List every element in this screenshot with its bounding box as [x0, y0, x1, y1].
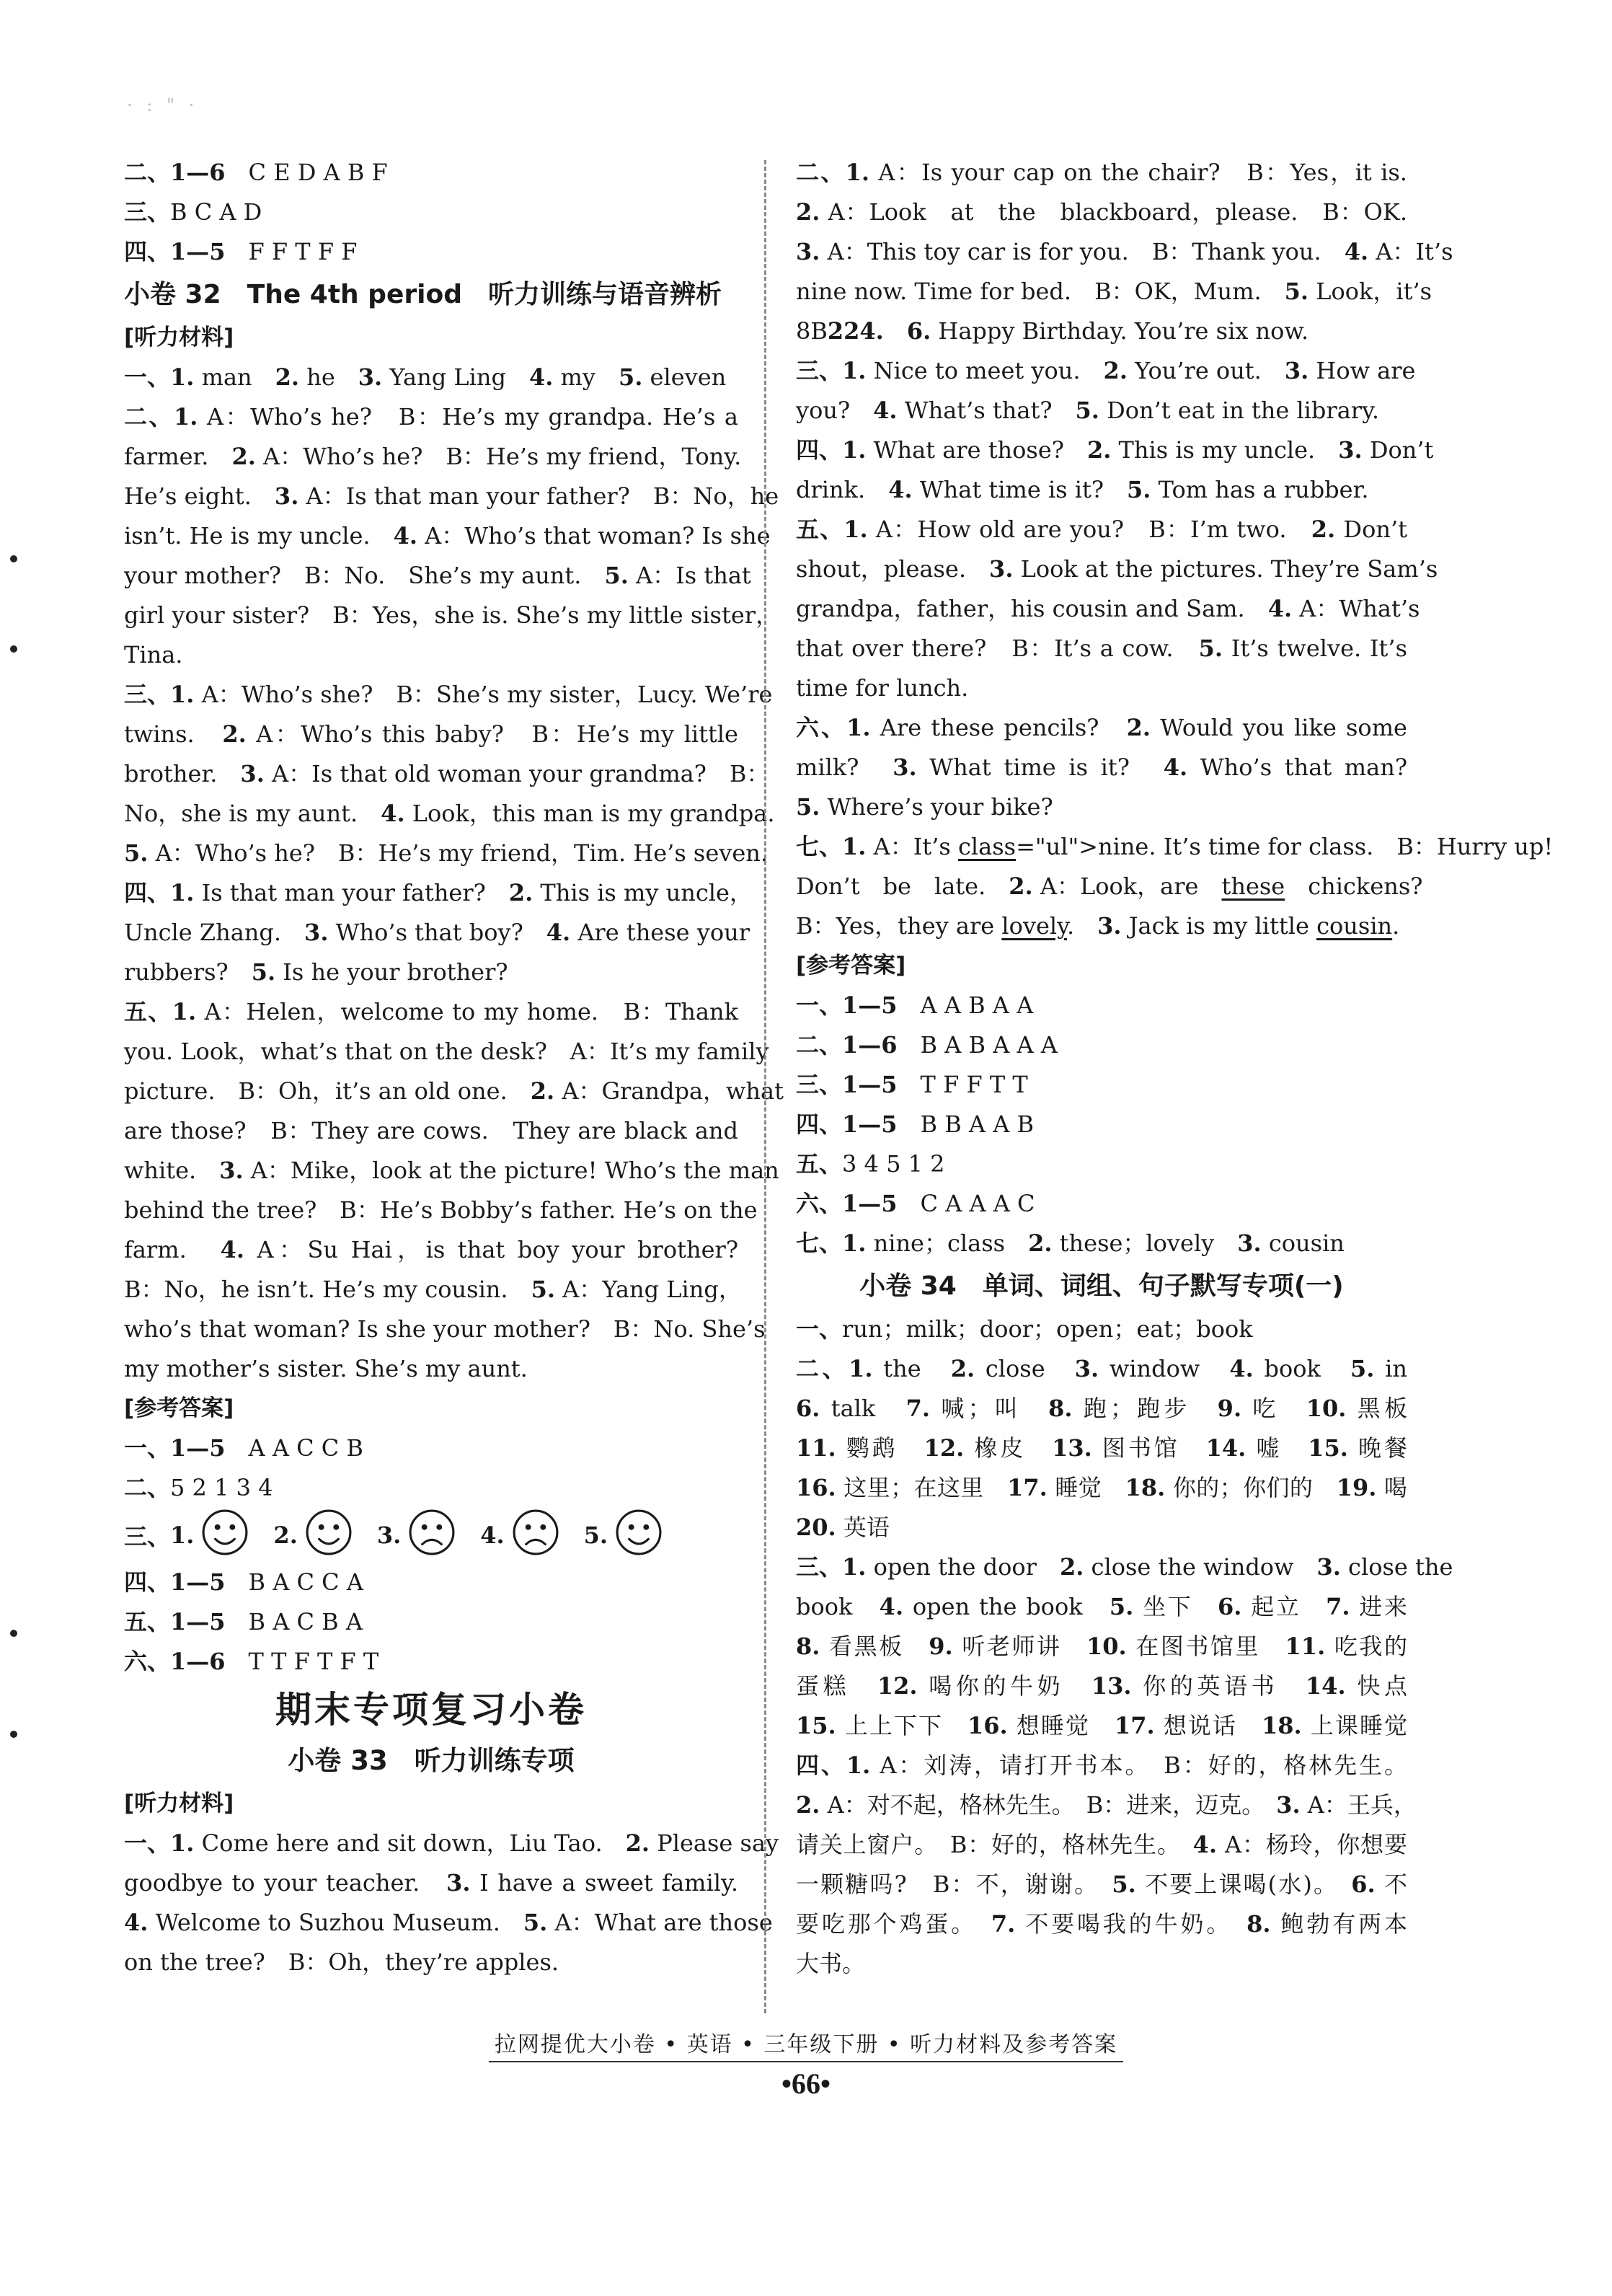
face-number: 3. [376, 1522, 402, 1549]
text-line: 六、1—5 C A A A C [796, 1190, 1035, 1217]
right-column [796, 153, 1554, 1984]
text-line: girl your sister? B：Yes，she is. She’s my little sister， [124, 601, 779, 629]
text-line: 三、1—5 T F F T T [796, 1071, 1028, 1098]
text-line: isn’t. He is my uncle. 4. A：Who’s that woman? Is she [124, 522, 771, 549]
text-line: 二、1—6 C E D A B F [124, 159, 388, 186]
column-divider [764, 160, 766, 2013]
text-line: 四、1—5 B B A A B [796, 1111, 1035, 1138]
face-number: 4. [480, 1522, 505, 1549]
text-line: 请关上窗户。 B：好的，格林先生。 4. A：杨玲，你想要 [796, 1831, 1407, 1858]
text-line: 5. A：Who’s he? B：He’s my friend，Tim. He’s seven. [124, 839, 769, 867]
text-line: 20. 英语 [796, 1514, 890, 1541]
text-line: time for lunch. [796, 674, 969, 702]
text-line: 六、1—6 T T F T F T [124, 1648, 379, 1675]
margin-scribble: · : " · [127, 95, 199, 115]
text-line: behind the tree? B：He’s Bobby’s father. He’s on the [124, 1196, 758, 1224]
text-line: 4. Welcome to Suzhou Museum. 5. A：What are those [124, 1909, 773, 1936]
section-prefix: 三、 [124, 1523, 171, 1550]
binding-mark [10, 1731, 17, 1738]
text-line: Uncle Zhang. 3. Who’s that boy? 4. Are these your [124, 919, 750, 946]
section-title: 小卷 33 听力训练专项 [288, 1745, 575, 1776]
page-number: •66• [781, 2067, 831, 2100]
text-line: are those? B：They are cows. They are black and [124, 1117, 738, 1144]
text-line: shout，please. 3. Look at the pictures. They’re Sam’s [796, 555, 1438, 583]
text-line: 四、1—5 F F T F F [124, 238, 358, 265]
text-line: drink. 4. What time is it? 5. Tom has a rubber. [796, 476, 1369, 503]
text-line: rubbers? 5. Is he your brother? [124, 958, 508, 986]
face-number: 2. [273, 1522, 298, 1549]
section-label: [听力材料] [124, 1791, 234, 1816]
text-line: grandpa，father，his cousin and Sam. 4. A：What’s [796, 595, 1420, 622]
section-label: [参考答案] [796, 953, 906, 979]
text-line: on the tree? B：Oh，they’re apples. [124, 1948, 559, 1976]
text-line: 16. 这里；在这里 17. 睡觉 18. 你的；你们的 19. 喝 [796, 1474, 1407, 1501]
text-line: 四、1. What are those? 2. This is my uncle. 3. Don’t [796, 436, 1434, 464]
text-line: 一、run；milk；door；open；eat；book [796, 1315, 1253, 1343]
text-line: 五、1. A：How old are you? B：I’m two. 2. Don’t [796, 516, 1407, 543]
text-line: 六、1. Are these pencils? 2. Would you like some [796, 714, 1407, 741]
text-line: 三、1. Nice to meet you. 2. You’re out. 3. How are [796, 357, 1416, 384]
text-line: 三、1. A：Who’s she? B：She’s my sister，Lucy. We’re [124, 681, 773, 708]
text-line: 五、1. A：Helen，welcome to my home. B：Thank [124, 998, 738, 1025]
binding-mark [10, 645, 17, 653]
emoji-answer-line [124, 1508, 738, 1563]
text-line: you. Look，what’s that on the desk? A：It’s my family [124, 1038, 769, 1065]
text-line: milk? 3. What time is it? 4. Who’s that man? [796, 754, 1407, 781]
binding-mark [10, 1630, 17, 1637]
text-line: brother. 3. A：Is that old woman your grandma? B： [124, 760, 770, 787]
text-line: 3. A：This toy car is for you. B：Thank you. 4. A：It’s [796, 238, 1453, 265]
text-line: book 4. open the book 5. 坐下 6. 起立 7. 进来 [796, 1593, 1407, 1620]
text-line: 三、B C A D [124, 198, 262, 226]
text-line: farm. 4. A：Su Hai，is that boy your brother? [124, 1236, 738, 1263]
text-line: farmer. 2. A：Who’s he? B：He’s my friend，Tony. [124, 443, 742, 470]
text-line: 二、5 2 1 3 4 [124, 1474, 273, 1501]
text-line: 五、1—5 B A C B A [124, 1608, 363, 1635]
text-line: 11. 鹦鹉 12. 橡皮 13. 图书馆 14. 嘘 15. 晚餐 [796, 1434, 1407, 1462]
sad-face-icon [408, 1509, 456, 1562]
text-line: B：Yes，they are lovely. 3. Jack is my little cousin. [796, 912, 1400, 940]
text-line: 七、1. nine；class 2. these；lovely 3. cousin [796, 1229, 1345, 1257]
text-line: 二、1—6 B A B A A A [796, 1031, 1058, 1059]
text-line: you? 4. What’s that? 5. Don’t eat in the library. [796, 397, 1380, 424]
text-line: who’s that woman? Is she your mother? B：No. She’s [124, 1315, 766, 1343]
section-title: 小卷 34 单词、词组、句子默写专项(一) [859, 1271, 1344, 1301]
text-line: 五、3 4 5 1 2 [796, 1150, 945, 1178]
text-line: 一、1—5 A A B A A [796, 992, 1034, 1019]
smiley-face-icon [305, 1509, 353, 1562]
text-line: Tina. [124, 641, 183, 668]
text-line: 5. Where’s your bike? [796, 793, 1053, 821]
binding-mark [10, 555, 17, 562]
face-number: 5. [583, 1522, 608, 1549]
sad-face-icon [512, 1509, 559, 1562]
text-line: 三、1. open the door 2. close the window 3. close the [796, 1553, 1453, 1581]
text-line: white. 3. A：Mike，look at the picture! Who’s the man [124, 1157, 779, 1184]
text-line: your mother? B：No. She’s my aunt. 5. A：Is that [124, 562, 751, 589]
face-answer [480, 1509, 559, 1562]
text-line: 四、1. A：刘涛，请打开书本。 B：好的，格林先生。 [796, 1752, 1407, 1779]
text-line: 蛋糕 12. 喝你的牛奶 13. 你的英语书 14. 快点 [796, 1672, 1407, 1700]
face-answer [377, 1509, 456, 1562]
face-answer [584, 1509, 663, 1562]
page-footer [0, 2026, 1612, 2101]
text-line: that over there? B：It’s a cow. 5. It’s twelve. It’s [796, 635, 1407, 662]
text-line: 6. talk 7. 喊；叫 8. 跑；跑步 9. 吃 10. 黑板 [796, 1395, 1407, 1422]
footer-title: 拉网提优大小卷 • 英语 • 三年级下册 • 听力材料及参考答案 [489, 2026, 1123, 2062]
face-answer [273, 1509, 352, 1562]
text-line: my mother’s sister. She’s my aunt. [124, 1355, 528, 1382]
text-line: 四、1. Is that man your father? 2. This is my uncle， [124, 879, 753, 906]
text-line: Don’t be late. 2. A：Look，are these chickens? [796, 873, 1423, 900]
text-line: 8. 看黑板 9. 听老师讲 10. 在图书馆里 11. 吃我的 [796, 1633, 1407, 1660]
left-column [124, 153, 784, 1982]
text-line: 要吃那个鸡蛋。 7. 不要喝我的牛奶。 8. 鲍勃有两本 [796, 1910, 1407, 1938]
text-line: 8B224. 6. Happy Birthday. You’re six now. [796, 317, 1309, 345]
text-line: goodbye to your teacher. 3. I have a sweet family. [124, 1869, 738, 1897]
chapter-title: 期末专项复习小卷 [275, 1688, 587, 1731]
section-title: 小卷 32 The 4th period 听力训练与语音辨析 [124, 280, 722, 309]
text-line: 二、1. A：Who’s he? B：He’s my grandpa. He’s a [124, 403, 738, 430]
text-line: nine now. Time for bed. B：OK，Mum. 5. Look，it’s [796, 278, 1432, 305]
text-line: 15. 上上下下 16. 想睡觉 17. 想说话 18. 上课睡觉 [796, 1712, 1407, 1739]
section-label: [参考答案] [124, 1395, 234, 1421]
text-line: 2. A：对不起，格林先生。 B：进来，迈克。 3. A：王兵， [796, 1791, 1417, 1819]
text-line: 四、1—5 B A C C A [124, 1568, 363, 1596]
text-line: 二、1. the 2. close 3. window 4. book 5. in [796, 1355, 1407, 1382]
smiley-face-icon [201, 1509, 249, 1562]
text-line: picture. B：Oh，it’s an old one. 2. A：Grandpa，what [124, 1077, 784, 1105]
text-line: 一、1—5 A A C C B [124, 1434, 363, 1462]
smiley-face-icon [615, 1509, 663, 1562]
text-line: 一、1. man 2. he 3. Yang Ling 4. my 5. eleven [124, 363, 727, 391]
text-line: B：No，he isn’t. He’s my cousin. 5. A：Yang Ling， [124, 1276, 742, 1303]
face-number: 1. [170, 1522, 195, 1549]
text-line: 一、1. Come here and sit down，Liu Tao. 2. Please say [124, 1829, 779, 1857]
text-line: 二、1. A：Is your cap on the chair? B：Yes，it is. [796, 159, 1407, 186]
text-line: He’s eight. 3. A：Is that man your father? B：No，he [124, 482, 779, 510]
text-line: 2. A：Look at the blackboard，please. B：OK. [796, 198, 1407, 226]
text-line: No，she is my aunt. 4. Look，this man is my grandpa. [124, 800, 775, 827]
text-line: 七、1. A：It’s class="ul">nine. It’s time for class. B：Hurry up! [796, 833, 1554, 860]
text-line: 一颗糖吗? B：不，谢谢。 5. 不要上课喝(水)。 6. 不 [796, 1871, 1407, 1898]
face-answer [170, 1509, 249, 1562]
text-line: 大书。 [796, 1950, 866, 1977]
text-line: twins. 2. A：Who’s this baby? B：He’s my little [124, 720, 738, 748]
section-label: [听力材料] [124, 324, 234, 350]
